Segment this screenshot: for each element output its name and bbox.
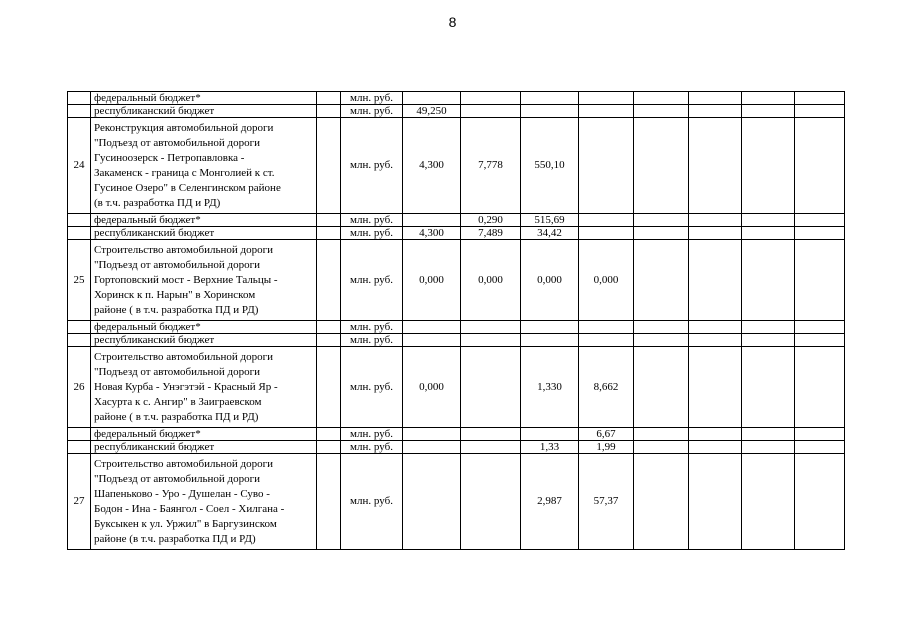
value-cell [461, 92, 521, 105]
value-cell [795, 92, 845, 105]
table-row-budget [68, 321, 893, 334]
value-cell [689, 441, 742, 454]
row-number [68, 105, 91, 118]
value-cell [689, 334, 742, 347]
row-name-line: районе ( в т.ч. разработка ПД и РД) [94, 303, 259, 316]
value-cell: 8,662 [579, 347, 634, 428]
row-number [68, 321, 91, 334]
blank-cell [317, 214, 341, 227]
value-cell [521, 334, 579, 347]
value-cell [634, 321, 689, 334]
value-cell [795, 240, 845, 321]
value-cell: 34,42 [521, 227, 579, 240]
value-cell [742, 240, 795, 321]
value-cell [403, 454, 461, 550]
value-cell: 1,330 [521, 347, 579, 428]
unit-cell: млн. руб. [341, 240, 403, 321]
budget-table [67, 91, 893, 550]
value-cell: 515,69 [521, 214, 579, 227]
row-name [91, 105, 317, 118]
row-name [91, 321, 317, 334]
value-cell [634, 240, 689, 321]
value-cell [795, 428, 845, 441]
row-number [68, 227, 91, 240]
unit-cell: млн. руб. [341, 92, 403, 105]
value-cell [742, 92, 795, 105]
value-cell: 57,37 [579, 454, 634, 550]
table-row-budget [68, 214, 893, 227]
value-cell [403, 428, 461, 441]
value-cell: 0,000 [461, 240, 521, 321]
value-cell [579, 105, 634, 118]
value-cell [634, 214, 689, 227]
value-cell [461, 321, 521, 334]
table-body [68, 92, 893, 550]
unit-cell: млн. руб. [341, 105, 403, 118]
row-name-line: Строительство автомобильной дороги [94, 457, 273, 470]
value-cell [795, 347, 845, 428]
value-cell [579, 227, 634, 240]
value-cell [742, 214, 795, 227]
value-cell [461, 454, 521, 550]
row-name-line: республиканский бюджет [94, 441, 215, 453]
row-name-line: Хоринск к п. Нарын" в Хоринском [94, 288, 256, 301]
row-name-line: Гортоповский мост - Верхние Тальцы - [94, 273, 278, 286]
value-cell [689, 347, 742, 428]
unit-cell: млн. руб. [341, 321, 403, 334]
value-cell: 1,33 [521, 441, 579, 454]
unit-cell: млн. руб. [341, 347, 403, 428]
unit-cell: млн. руб. [341, 441, 403, 454]
value-cell [689, 428, 742, 441]
value-cell: 0,290 [461, 214, 521, 227]
value-cell [403, 334, 461, 347]
value-cell [461, 347, 521, 428]
value-cell [795, 441, 845, 454]
table-row-budget [68, 334, 893, 347]
value-cell [742, 105, 795, 118]
row-name [91, 240, 317, 321]
value-cell [742, 347, 795, 428]
blank-cell [317, 227, 341, 240]
row-name-line: районе ( в т.ч. разработка ПД и РД) [94, 410, 259, 423]
row-name-line: районе (в т.ч. разработка ПД и РД) [94, 532, 256, 545]
row-name-line: Бодон - Ина - Баянгол - Соел - Хилгана - [94, 502, 285, 515]
row-name-line: "Подъезд от автомобильной дороги [94, 472, 261, 485]
table-row-budget [68, 227, 893, 240]
value-cell [521, 105, 579, 118]
value-cell [795, 454, 845, 550]
value-cell [689, 227, 742, 240]
table-row-budget [68, 428, 893, 441]
row-number: 24 [68, 118, 91, 214]
value-cell: 2,987 [521, 454, 579, 550]
value-cell [579, 92, 634, 105]
value-cell [521, 428, 579, 441]
row-number [68, 334, 91, 347]
value-cell: 7,489 [461, 227, 521, 240]
row-name [91, 92, 317, 105]
value-cell [579, 334, 634, 347]
value-cell: 0,000 [521, 240, 579, 321]
row-name-line: республиканский бюджет [94, 105, 215, 117]
row-name-line: Строительство автомобильной дороги [94, 350, 273, 363]
row-name-line: республиканский бюджет [94, 334, 215, 346]
value-cell: 6,67 [579, 428, 634, 441]
blank-cell [317, 441, 341, 454]
blank-cell [317, 118, 341, 214]
unit-cell: млн. руб. [341, 118, 403, 214]
row-name-line: Буксыкен к ул. Уржил" в Баргузинском [94, 517, 277, 530]
value-cell: 0,000 [579, 240, 634, 321]
value-cell [742, 454, 795, 550]
row-name-line: Гусиноозерск - Петропавловка - [94, 151, 245, 164]
value-cell [579, 214, 634, 227]
value-cell [521, 92, 579, 105]
blank-cell [317, 454, 341, 550]
blank-cell [317, 321, 341, 334]
value-cell [634, 92, 689, 105]
value-cell: 1,99 [579, 441, 634, 454]
value-cell [461, 105, 521, 118]
value-cell [634, 227, 689, 240]
value-cell [461, 441, 521, 454]
row-name-line: федеральный бюджет* [94, 92, 201, 104]
row-name-line: Строительство автомобильной дороги [94, 243, 273, 256]
value-cell [742, 321, 795, 334]
value-cell [634, 334, 689, 347]
value-cell [795, 105, 845, 118]
unit-cell: млн. руб. [341, 214, 403, 227]
value-cell [742, 118, 795, 214]
value-cell [742, 428, 795, 441]
blank-cell [317, 105, 341, 118]
value-cell: 0,000 [403, 240, 461, 321]
row-number [68, 92, 91, 105]
value-cell [634, 105, 689, 118]
value-cell [521, 321, 579, 334]
value-cell [795, 321, 845, 334]
row-name-line: федеральный бюджет* [94, 428, 201, 440]
blank-cell [317, 334, 341, 347]
value-cell [689, 118, 742, 214]
row-name-line: Гусиное Озеро" в Селенгинском районе [94, 181, 281, 194]
value-cell [634, 347, 689, 428]
row-name-line: Новая Курба - Унэгэтэй - Красный Яр - [94, 380, 278, 393]
value-cell [795, 214, 845, 227]
value-cell [689, 105, 742, 118]
row-name [91, 454, 317, 550]
value-cell [634, 118, 689, 214]
row-name-line: Реконструкция автомобильной дороги [94, 121, 274, 134]
table-row-budget [68, 92, 893, 105]
row-number [68, 428, 91, 441]
row-number: 26 [68, 347, 91, 428]
row-name [91, 227, 317, 240]
table-row-item [68, 118, 893, 214]
blank-cell [317, 428, 341, 441]
row-name [91, 214, 317, 227]
value-cell: 4,300 [403, 118, 461, 214]
value-cell: 550,10 [521, 118, 579, 214]
unit-cell: млн. руб. [341, 428, 403, 441]
value-cell [634, 454, 689, 550]
row-number [68, 214, 91, 227]
row-number: 25 [68, 240, 91, 321]
table-row-budget [68, 105, 893, 118]
value-cell [689, 454, 742, 550]
row-name-line: "Подъезд от автомобильной дороги [94, 136, 261, 149]
value-cell [634, 441, 689, 454]
row-name-line: Шапеньково - Уро - Душелан - Суво - [94, 487, 270, 500]
row-name-line: Закаменск - граница с Монголией к ст. [94, 166, 275, 179]
row-name-line: "Подъезд от автомобильной дороги [94, 258, 261, 271]
row-name-line: федеральный бюджет* [94, 214, 201, 226]
value-cell: 4,300 [403, 227, 461, 240]
page-number: 8 [448, 14, 457, 30]
row-name-line: республиканский бюджет [94, 227, 215, 239]
value-cell [403, 92, 461, 105]
row-name-line: "Подъезд от автомобильной дороги [94, 365, 261, 378]
value-cell [742, 227, 795, 240]
value-cell [689, 92, 742, 105]
row-name [91, 118, 317, 214]
row-number [68, 441, 91, 454]
row-name [91, 441, 317, 454]
unit-cell: млн. руб. [341, 454, 403, 550]
value-cell [795, 118, 845, 214]
table-row-item [68, 454, 893, 550]
unit-cell: млн. руб. [341, 334, 403, 347]
row-name-line: Хасурта к с. Ангир" в Заиграевском [94, 395, 262, 408]
value-cell [689, 240, 742, 321]
table-row-item [68, 347, 893, 428]
value-cell [634, 428, 689, 441]
value-cell [461, 428, 521, 441]
value-cell [795, 227, 845, 240]
row-name-line: федеральный бюджет* [94, 321, 201, 333]
row-name [91, 334, 317, 347]
value-cell [689, 321, 742, 334]
blank-cell [317, 240, 341, 321]
value-cell [742, 441, 795, 454]
value-cell: 49,250 [403, 105, 461, 118]
value-cell: 7,778 [461, 118, 521, 214]
value-cell [403, 214, 461, 227]
row-number: 27 [68, 454, 91, 550]
blank-cell [317, 92, 341, 105]
row-name [91, 347, 317, 428]
value-cell: 0,000 [403, 347, 461, 428]
value-cell [795, 334, 845, 347]
blank-cell [317, 347, 341, 428]
unit-cell: млн. руб. [341, 227, 403, 240]
row-name [91, 428, 317, 441]
value-cell [403, 441, 461, 454]
value-cell [742, 334, 795, 347]
value-cell [461, 334, 521, 347]
row-name-line: (в т.ч. разработка ПД и РД) [94, 196, 221, 209]
value-cell [579, 321, 634, 334]
table-row-budget [68, 441, 893, 454]
value-cell [403, 321, 461, 334]
value-cell [579, 118, 634, 214]
value-cell [689, 214, 742, 227]
table-row-item [68, 240, 893, 321]
